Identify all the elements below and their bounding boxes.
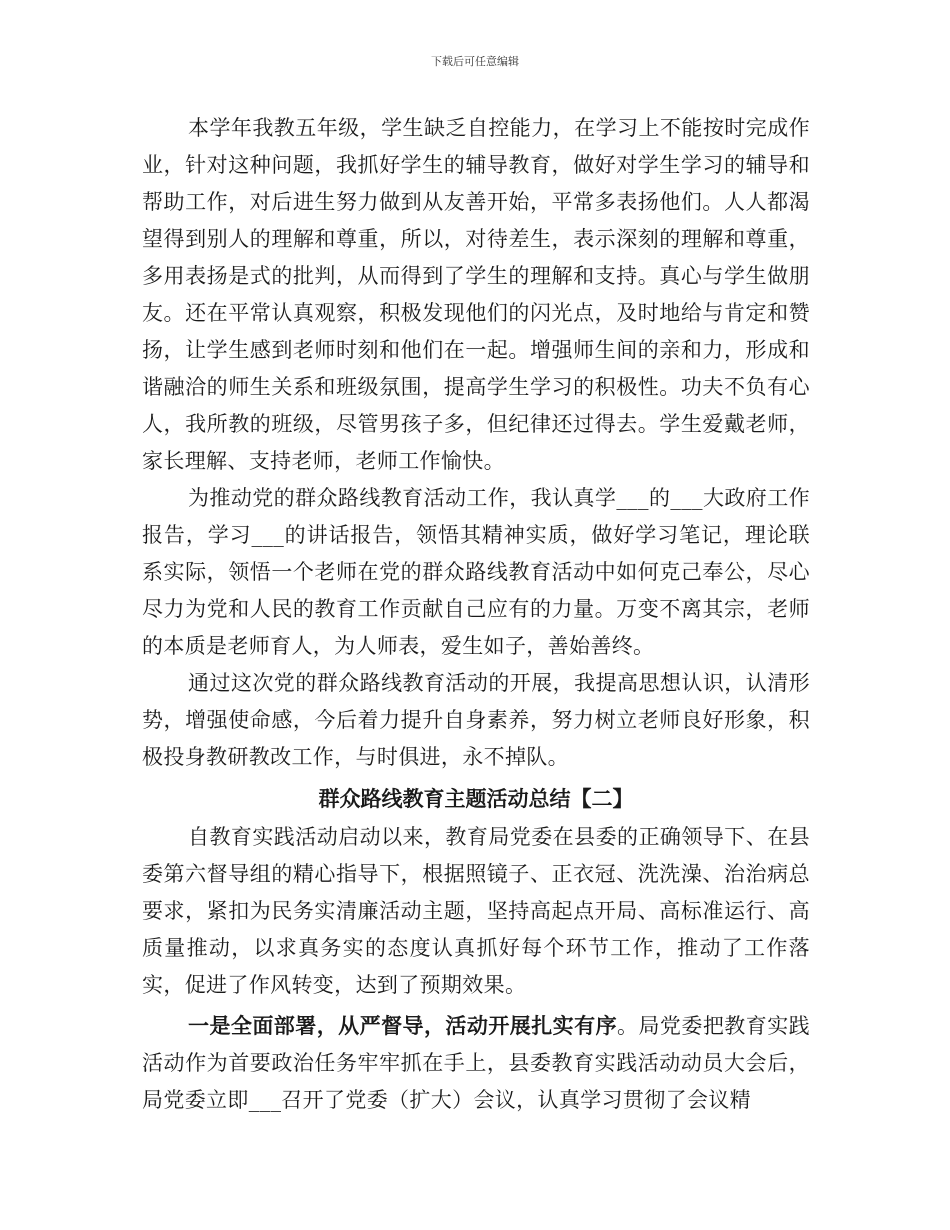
page-header: 下载后可任意编辑 <box>431 55 519 68</box>
section-title: 群众路线教育主题活动总结【二】 <box>318 786 634 811</box>
point-one-lead: 一是全面部署，从严督导，活动开展扎实有序 <box>188 1013 618 1038</box>
point-one-paragraph <box>142 1007 810 1119</box>
point-one-text: 。局党委把教育实践活动作为首要政治任务牢牢抓在手上，县委教育实践活动动员大会后，局党委立即___召开了党委（扩大）会议，认真学习贯彻了会议精 <box>142 1014 810 1112</box>
document-body <box>142 110 810 1119</box>
section-paragraph: 自教育实践活动启动以来，教育局党委在县委的正确领导下、在县委第六督导组的精心指导下，根据照镜子、正衣冠、洗洗澡、治治病总要求，紧扣为民务实清廉活动主题，坚持高起点开局、高标准运行、高质量推动，以求真务实的态度认真抓好每个环节工作，推动了工作落实，促进了作风转变，达到了预期效果。 <box>142 825 810 997</box>
paragraph-1: 本学年我教五年级，学生缺乏自控能力，在学习上不能按时完成作业，针对这种问题，我抓好学生的辅导教育，做好对学生学习的辅导和帮助工作，对后进生努力做到从友善开始，平常多表扬他们。人人都渴望得到别人的理解和尊重，所以，对待差生，表示深刻的理解和尊重，多用表扬是式的批判，从而得到了学生的理解和支持。真心与学生做朋友。还在平常认真观察，积极发现他们的闪光点，及时地给与肯定和赞扬，让学生感到老师时刻和他们在一起。增强师生间的亲和力，形成和谐融洽的师生关系和班级氛围，提高学生学习的积极性。功夫不负有心人，我所教的班级，尽管男孩子多，但纪律还过得去。学生爱戴老师，家长理解、支持老师，老师工作愉快。 <box>142 116 810 473</box>
paragraph-3: 通过这次党的群众路线教育活动的开展，我提高思想认识，认清形势，增强使命感，今后着力提升自身素养，努力树立老师良好形象，积极投身教研教改工作，与时俱进，永不掉队。 <box>142 671 810 769</box>
paragraph-2: 为推动党的群众路线教育活动工作，我认真学___的___大政府工作报告，学习___的讲话报告，领悟其精神实质，做好学习笔记，理论联系实际，领悟一个老师在党的群众路线教育活动中如何克己奉公，尽心尽力为党和人民的教育工作贡献自己应有的力量。万变不离其宗，老师的本质是老师育人，为人师表，爱生如子，善始善终。 <box>142 486 810 658</box>
